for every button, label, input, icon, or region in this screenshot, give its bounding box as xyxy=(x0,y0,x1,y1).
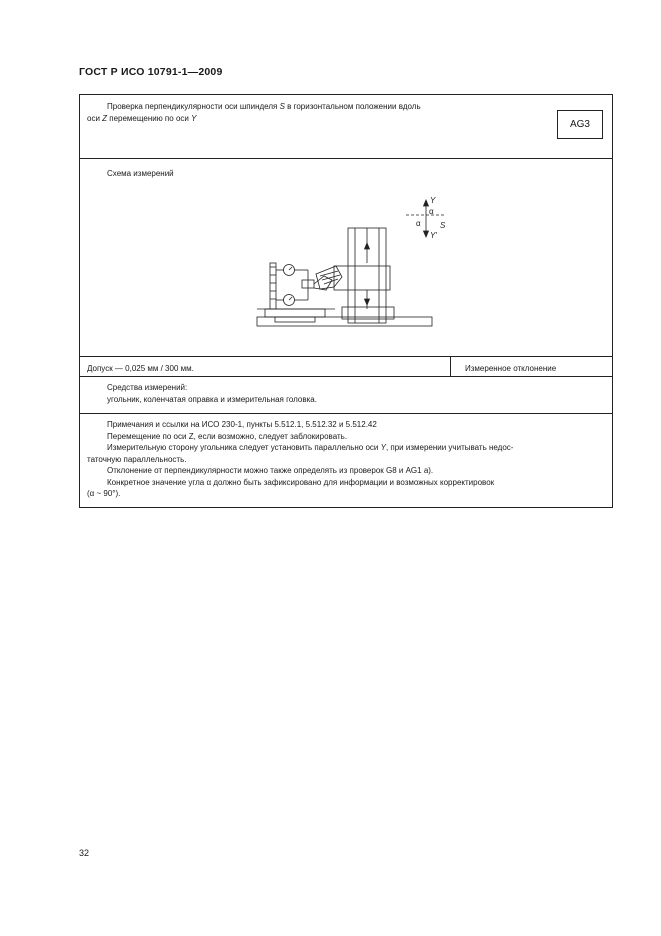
table-slide xyxy=(265,309,325,317)
check-title xyxy=(87,101,527,124)
tolerance-row xyxy=(80,357,612,377)
check-code-box: AG3 xyxy=(557,110,603,139)
arrow-up-icon xyxy=(424,200,429,206)
instruments-heading: Средства измерений: xyxy=(107,383,188,392)
title-line-1 xyxy=(87,101,527,113)
instruments-list: угольник, коленчатая оправка и измерительная головка. xyxy=(107,394,317,404)
tolerance-text: Допуск — 0,025 мм / 300 мм. xyxy=(87,364,194,373)
angle-label-bottom: α xyxy=(416,219,421,228)
notes-line: (α ~ 90°). xyxy=(87,489,121,498)
instruments-row xyxy=(80,377,612,414)
tolerance-divider xyxy=(450,357,451,376)
title-text: оси xyxy=(87,113,103,123)
spindle-symbol: S xyxy=(279,102,285,111)
axis-label-y: Y xyxy=(430,196,436,205)
title-row xyxy=(80,95,612,159)
measurement-scheme-drawing xyxy=(80,159,612,356)
notes-text-span: , при измерении учитывать недос- xyxy=(385,443,514,452)
spindle-head xyxy=(334,266,390,290)
scheme-label: Схема измерений xyxy=(107,169,174,178)
notes-text-span: Измерительную сторону угольника следует установить параллельно оси xyxy=(107,443,381,452)
arrow-up-icon xyxy=(365,243,370,249)
check-card xyxy=(79,94,613,508)
notes-text xyxy=(87,419,607,500)
axis-label-y-prime: Y' xyxy=(430,231,437,240)
arrow-down-icon xyxy=(424,231,429,237)
axis-label-s: S xyxy=(440,221,446,230)
measured-deviation-label: Измеренное отклонение xyxy=(465,364,557,373)
axis-y-symbol: Y xyxy=(191,113,197,123)
notes-line: Отклонение от перпендикулярности можно также определять из проверок G8 и AG1 a). xyxy=(107,466,434,475)
document-header: ГОСТ Р ИСО 10791-1—2009 xyxy=(79,66,223,78)
machine-bed xyxy=(257,317,432,326)
notes-line xyxy=(87,442,607,454)
axis-z-symbol: Z xyxy=(102,113,108,123)
notes-line: таточную параллельность. xyxy=(87,454,187,464)
notes-line: Перемещение по оси Z, если возможно, следует заблокировать. xyxy=(107,431,348,441)
title-text: Проверка перпендикулярности оси шпинделя xyxy=(107,102,280,111)
notes-line: Конкретное значение угла α должно быть зафиксировано для информации и возможных корректировок xyxy=(107,477,495,487)
angle-label-top: α xyxy=(429,207,434,216)
notes-line: Примечания и ссылки на ИСО 230-1, пункты 5.512.1, 5.512.32 и 5.512.42 xyxy=(107,420,377,429)
square-vertical xyxy=(270,263,276,309)
title-text: в горизонтальном положении вдоль xyxy=(284,102,421,111)
arrow-down-icon xyxy=(365,299,370,305)
axis-y-symbol: Y xyxy=(380,443,386,452)
page-number: 32 xyxy=(79,848,90,858)
title-text: перемещению по оси xyxy=(107,113,192,123)
table-t-slot xyxy=(275,317,315,322)
instruments-text xyxy=(87,382,607,405)
scheme-row xyxy=(80,159,612,357)
notes-row xyxy=(80,414,612,507)
title-line-2 xyxy=(87,113,527,125)
